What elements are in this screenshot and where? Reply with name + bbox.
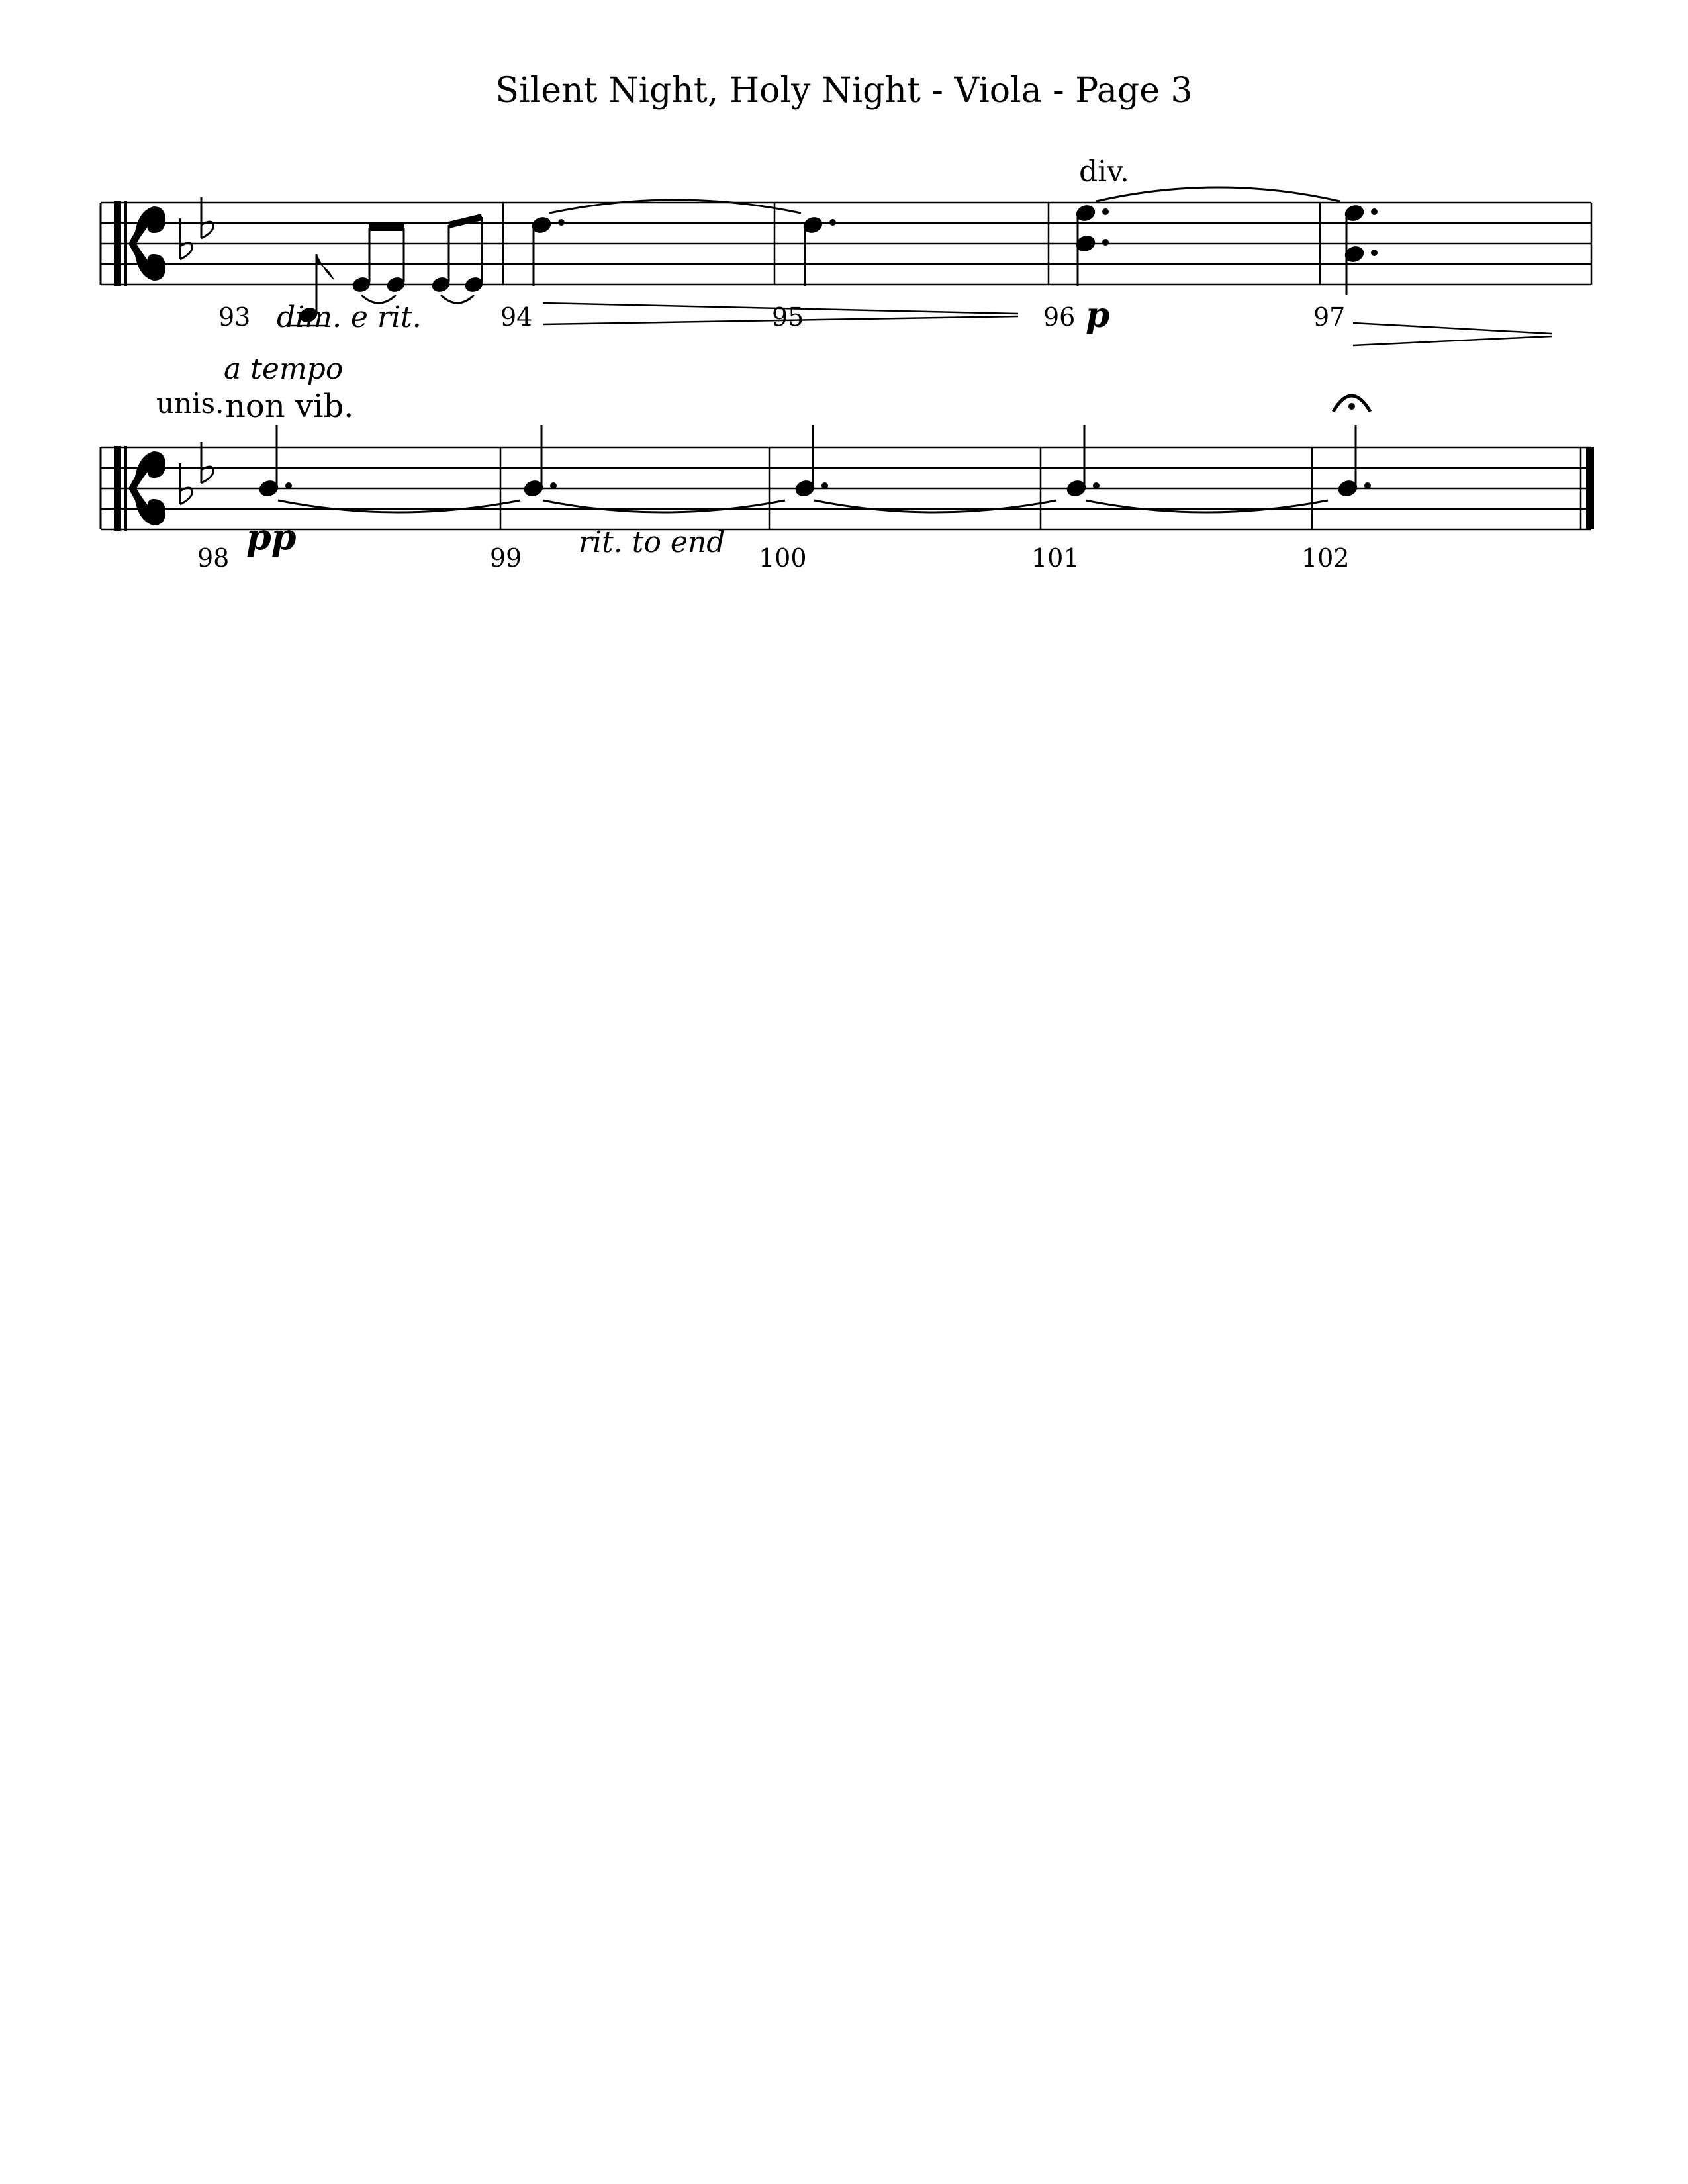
measure-number: 96 — [1043, 302, 1076, 332]
measure-number: 100 — [759, 543, 807, 572]
dynamic-marking: pp — [246, 516, 297, 558]
key-signature-flats — [180, 197, 213, 259]
notes-measure-96-97 — [1074, 187, 1377, 295]
non-vib-marking: non vib. — [225, 388, 354, 425]
measure-number: 102 — [1301, 543, 1350, 572]
page-title: Silent Night, Holy Night - Viola - Page 3 — [495, 71, 1193, 111]
measure-number: 101 — [1031, 543, 1080, 572]
measure-number: 99 — [490, 543, 522, 572]
staff-lines — [101, 203, 1591, 285]
expression-text: rit. to end — [579, 525, 726, 559]
measure-number: 94 — [500, 302, 533, 332]
measure-number: 98 — [197, 543, 230, 572]
div-marking: div. — [1079, 155, 1129, 189]
measure-number: 97 — [1313, 302, 1346, 332]
unis-marking: unis. — [156, 387, 224, 420]
measure-number: 95 — [772, 302, 804, 332]
tempo-marking: a tempo — [224, 352, 344, 386]
system-1 — [101, 155, 1591, 345]
fermata-icon — [1333, 396, 1370, 412]
diminuendo-hairpin — [1353, 323, 1552, 345]
dynamic-marking: p — [1086, 295, 1110, 336]
expression-text: dim. e rit. — [277, 300, 422, 334]
system-2 — [101, 352, 1594, 572]
measure-number: 93 — [218, 302, 251, 332]
key-signature-flats — [180, 442, 213, 504]
